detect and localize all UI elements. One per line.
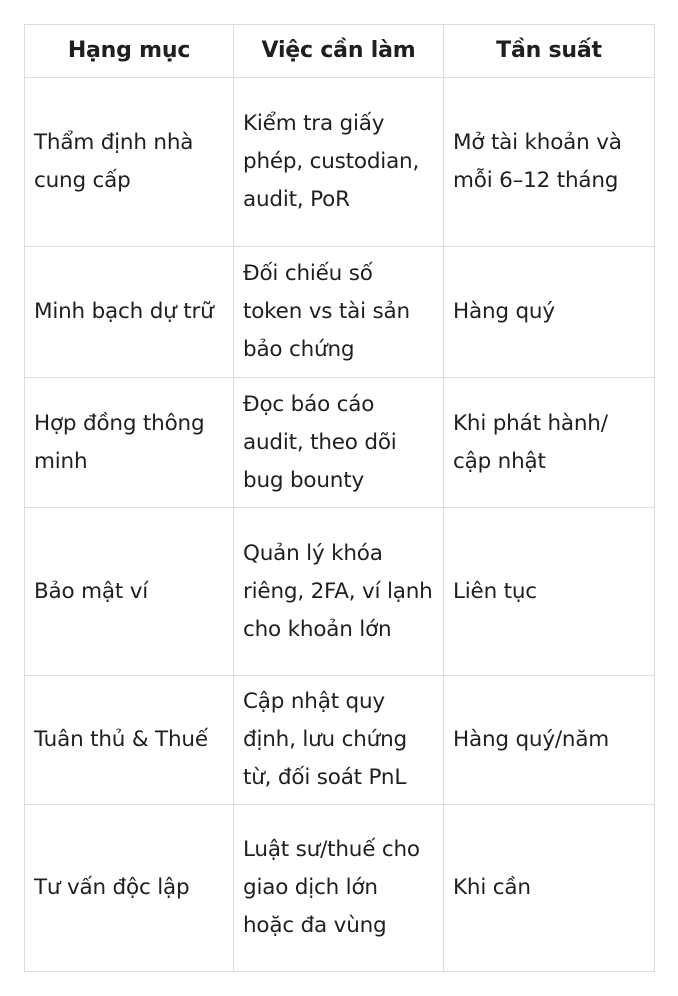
table-header-row — [25, 25, 655, 78]
table-row — [25, 805, 655, 972]
cell-category: Thẩm định nhà cung cấp — [25, 78, 234, 247]
checklist-table — [24, 24, 655, 972]
header-task: Việc cần làm — [234, 25, 444, 78]
cell-category: Hợp đồng thông minh — [25, 378, 234, 508]
cell-task: Luật sư/thuế cho giao dịch lớn hoặc đa vùng — [234, 805, 444, 972]
cell-category: Tư vấn độc lập — [25, 805, 234, 972]
table-row — [25, 78, 655, 247]
table-row — [25, 508, 655, 676]
cell-frequency: Mở tài khoản và mỗi 6–12 tháng — [444, 78, 655, 247]
cell-task: Quản lý khóa riêng, 2FA, ví lạnh cho khoản lớn — [234, 508, 444, 676]
cell-frequency: Hàng quý — [444, 247, 655, 378]
cell-category: Tuân thủ & Thuế — [25, 676, 234, 805]
cell-task: Kiểm tra giấy phép, custodian, audit, PoR — [234, 78, 444, 247]
header-frequency: Tần suất — [444, 25, 655, 78]
cell-frequency: Hàng quý/năm — [444, 676, 655, 805]
checklist-table-container — [24, 24, 655, 972]
cell-task: Đối chiếu số token vs tài sản bảo chứng — [234, 247, 444, 378]
table-row — [25, 247, 655, 378]
cell-frequency: Khi phát hành/ cập nhật — [444, 378, 655, 508]
cell-category: Bảo mật ví — [25, 508, 234, 676]
cell-task: Cập nhật quy định, lưu chứng từ, đối soát PnL — [234, 676, 444, 805]
table-row — [25, 676, 655, 805]
cell-task: Đọc báo cáo audit, theo dõi bug bounty — [234, 378, 444, 508]
cell-frequency: Khi cần — [444, 805, 655, 972]
cell-category: Minh bạch dự trữ — [25, 247, 234, 378]
header-category: Hạng mục — [25, 25, 234, 78]
table-row — [25, 378, 655, 508]
cell-frequency: Liên tục — [444, 508, 655, 676]
